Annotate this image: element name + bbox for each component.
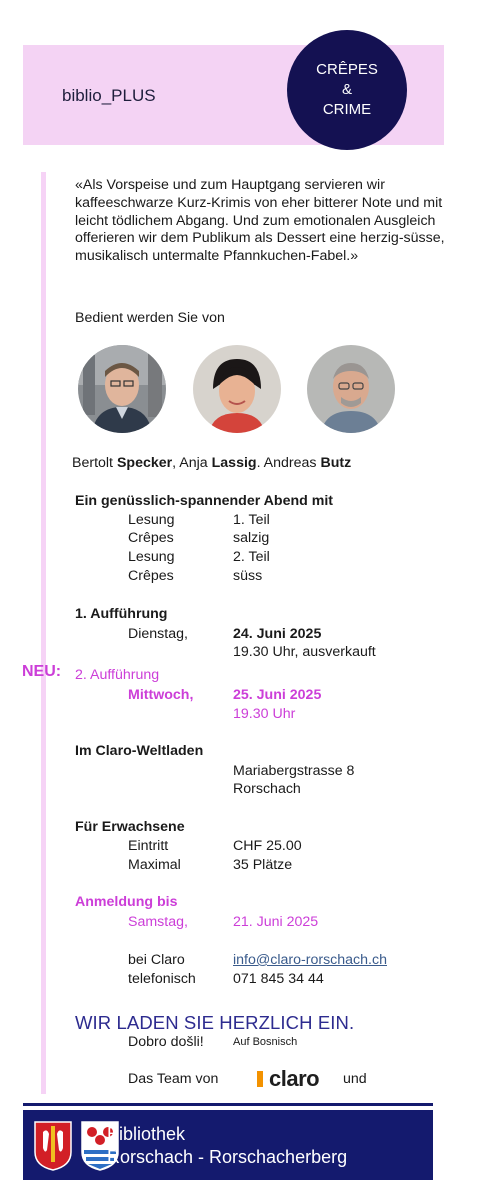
show1-date: 24. Juni 2025 [233,626,322,642]
max-value: 35 Plätze [233,857,293,873]
brand-label: biblio_PLUS [62,86,156,105]
show1-heading: 1. Aufführung [75,606,168,622]
footer-rule [23,1103,433,1106]
separator-1: , Anja [172,455,212,471]
phone-label: telefonisch [128,971,196,987]
side-accent-bar [41,172,46,1094]
footer-library-name [107,1123,347,1169]
claro-mark-icon [257,1071,263,1087]
show2-day: Mittwoch, [128,687,194,703]
program-heading: Ein genüsslich-spannender Abend mit [75,493,334,509]
team-prefix: Das Team von [128,1071,219,1087]
served-by-label: Bedient werden Sie von [75,310,225,326]
title-badge [287,30,407,150]
phone-number: 071 845 34 44 [233,971,324,987]
max-label: Maximal [128,857,181,873]
performer-photo-lassig [193,345,281,433]
entry-value: CHF 25.00 [233,838,302,854]
footer-line-2: Rorschach - Rorschacherberg [107,1147,348,1167]
intro-quote: «Als Vorspeise und zum Hauptgang servieren wir kaffeeschwarze Kurz-Krimis von eher bitterer Note und mit leicht tödlichem Abgang. Und zum emotionalen Ausgleich offerieren wir dem Publikum als Dessert eine herzig-süsse, musikalisch untermalte Pfannkuchen-Fabel.» [75,177,445,265]
performer-names [72,455,351,471]
claro-wordmark: claro [269,1066,320,1091]
venue-heading: Im Claro-Weltladen [75,743,204,759]
program-detail-3: 2. Teil [233,549,270,565]
show1-time: 19.30 Uhr, ausverkauft [233,644,376,660]
new-label: NEU: [22,663,62,680]
registration-date: 21. Juni 2025 [233,914,319,930]
badge-line-1: CRÊPES [316,61,378,78]
venue-city: Rorschach [233,781,301,797]
venue-street: Mariabergstrasse 8 [233,763,355,779]
performer-photo-specker [78,345,166,433]
greeting-language: Auf Bosnisch [233,1036,298,1048]
program-detail-1: 1. Teil [233,512,270,528]
registration-heading: Anmeldung bis [75,894,178,910]
program-item-3: Lesung [128,549,175,565]
performer-3-last: Butz [320,455,352,471]
show2-heading: 2. Aufführung [75,667,160,683]
team-suffix: und [343,1071,367,1087]
claro-logo [257,1066,319,1092]
footer-line-1: Bibliothek [107,1124,186,1144]
program-detail-4: süss [233,568,263,584]
separator-2: . Andreas [256,455,321,471]
registration-at-label: bei Claro [128,952,185,968]
greeting-text: Dobro došli! [128,1034,204,1050]
performer-1-last: Specker [116,455,173,471]
invite-headline: WIR LADEN SIE HERZLICH EIN. [75,1012,355,1033]
performer-1-first: Bertolt [72,455,117,471]
program-item-2: Crêpes [128,530,174,546]
entry-label: Eintritt [128,838,169,854]
rorschach-crest-icon [33,1120,73,1172]
show2-date: 25. Juni 2025 [233,687,322,703]
program-item-1: Lesung [128,512,175,528]
audience-heading: Für Erwachsene [75,819,185,835]
program-item-4: Crêpes [128,568,174,584]
show2-time: 19.30 Uhr [233,706,296,722]
badge-line-2: & [341,81,352,98]
registration-day: Samstag, [128,914,188,930]
performer-2-last: Lassig [211,455,257,471]
program-detail-2: salzig [233,530,270,546]
badge-line-3: CRIME [322,101,372,118]
show1-day: Dienstag, [128,626,188,642]
performer-photo-butz [307,345,395,433]
registration-email-link[interactable]: info@claro-rorschach.ch [233,952,387,968]
